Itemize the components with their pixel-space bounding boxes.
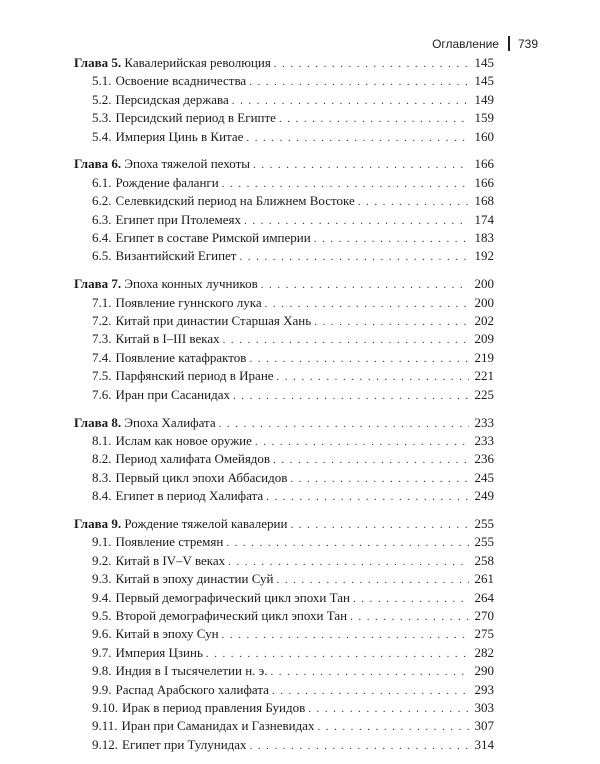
entry-text xyxy=(92,330,220,348)
toc-entry[interactable] xyxy=(74,662,494,680)
entry-text xyxy=(92,699,305,717)
entry-page-number: 303 xyxy=(474,699,494,715)
entry-text xyxy=(92,294,262,312)
dot-leader xyxy=(255,433,469,451)
dot-leader xyxy=(222,626,469,644)
entry-text xyxy=(92,533,223,551)
entry-page-number: 245 xyxy=(474,469,494,485)
chapter-block xyxy=(74,275,494,404)
dot-leader xyxy=(206,645,469,663)
chapter-title: Кавалерийская революция xyxy=(124,55,271,70)
entry-page-number: 293 xyxy=(474,681,494,697)
chapter-page-number: 145 xyxy=(474,55,494,70)
toc-entry[interactable] xyxy=(74,469,494,487)
entry-page-number: 258 xyxy=(474,552,494,568)
chapter-page-number: 200 xyxy=(474,276,494,292)
entry-title: Первый демографический цикл эпохи Тан xyxy=(115,589,350,605)
chapter-block xyxy=(74,155,494,265)
dot-leader xyxy=(233,387,469,405)
toc-entry[interactable] xyxy=(74,349,494,367)
entry-page-number: 225 xyxy=(474,386,494,402)
entry-text xyxy=(92,192,355,210)
entry-title: Появление катафрактов xyxy=(115,349,247,365)
entry-number: 6.5. xyxy=(92,248,112,264)
entry-title: Появление гуннского лука xyxy=(115,294,262,310)
dot-leader xyxy=(279,110,469,128)
entry-number: 9.2. xyxy=(92,552,112,568)
entry-text xyxy=(92,736,247,754)
entry-title: Появление стремян xyxy=(115,534,224,550)
toc-entry[interactable] xyxy=(74,570,494,588)
entry-number: 7.3. xyxy=(92,331,112,347)
entry-number: 9.10. xyxy=(92,699,118,715)
chapter-title-text xyxy=(74,515,287,533)
toc-entry[interactable] xyxy=(74,644,494,662)
entry-text xyxy=(92,367,274,385)
toc-entry[interactable] xyxy=(74,552,494,570)
dot-leader xyxy=(277,571,469,589)
toc-entry[interactable] xyxy=(74,128,494,146)
dot-leader xyxy=(232,92,469,110)
header-divider xyxy=(508,36,510,51)
toc-entry[interactable] xyxy=(74,533,494,551)
chapter-title: Эпоха тяжелой пехоты xyxy=(124,156,251,172)
entry-number: 9.11. xyxy=(92,718,118,734)
chapter-title: Эпоха Халифата xyxy=(124,414,216,430)
entry-number: 8.2. xyxy=(92,451,112,467)
entry-page-number: 236 xyxy=(474,451,494,467)
chapter-label: Глава 5. xyxy=(74,55,122,70)
toc-entry[interactable] xyxy=(74,312,494,330)
dot-leader xyxy=(317,718,469,736)
dot-leader xyxy=(358,193,469,211)
entry-number: 8.4. xyxy=(92,488,112,504)
entry-page-number: 261 xyxy=(474,571,494,587)
entry-number: 9.4. xyxy=(92,589,112,605)
entry-title: Китай в I–III веках xyxy=(115,331,220,347)
chapter-block xyxy=(74,414,494,506)
toc-entry[interactable] xyxy=(74,386,494,404)
entry-number: 6.3. xyxy=(92,211,112,227)
entry-text xyxy=(92,432,252,450)
entry-text xyxy=(92,625,219,643)
chapter-title-text xyxy=(74,414,216,432)
entry-page-number: 174 xyxy=(474,211,494,227)
entry-title: Первый цикл эпохи Аббасидов xyxy=(115,469,288,485)
entry-text xyxy=(92,72,246,90)
entry-page-number: 219 xyxy=(474,349,494,365)
chapter-page-number: 233 xyxy=(474,414,494,430)
entry-page-number: 264 xyxy=(474,589,494,605)
entry-title: Освоение всадничества xyxy=(115,73,247,89)
dot-leader xyxy=(266,488,469,506)
entry-text xyxy=(92,386,230,404)
dot-leader xyxy=(222,175,469,193)
entry-page-number: 183 xyxy=(474,230,494,246)
dot-leader xyxy=(226,534,469,552)
dot-leader xyxy=(272,682,469,700)
dot-leader xyxy=(239,248,469,266)
entry-number: 9.9. xyxy=(92,681,112,697)
entry-page-number: 149 xyxy=(474,91,494,107)
entry-title: Персидский период в Египте xyxy=(115,110,276,126)
entry-text xyxy=(92,644,203,662)
entry-text xyxy=(92,570,274,588)
entry-title: Ирак в период правления Буидов xyxy=(122,699,306,715)
dot-leader xyxy=(253,156,469,174)
toc-entry[interactable] xyxy=(74,91,494,109)
entry-text xyxy=(92,717,314,735)
dot-leader xyxy=(249,73,469,91)
entry-text xyxy=(92,681,269,699)
chapter-block xyxy=(74,54,494,146)
entry-text xyxy=(92,589,350,607)
entry-text xyxy=(92,607,347,625)
chapter-title: Эпоха конных лучников xyxy=(124,276,258,292)
toc-entry[interactable] xyxy=(74,699,494,717)
entry-page-number: 221 xyxy=(474,368,494,384)
entry-text xyxy=(92,211,241,229)
entry-title: Второй демографический цикл эпохи Тан xyxy=(115,607,348,623)
chapter-label: Глава 7. xyxy=(74,276,122,292)
entry-title: Византийский Египет xyxy=(115,248,237,264)
chapter-label: Глава 6. xyxy=(74,156,122,172)
toc-entry[interactable] xyxy=(74,174,494,192)
toc-entry[interactable] xyxy=(74,109,494,127)
entry-title: Египет в составе Римской империи xyxy=(115,230,311,246)
entry-title: Китай при династии Старшая Хань xyxy=(115,313,312,329)
entry-text xyxy=(92,469,287,487)
entry-page-number: 290 xyxy=(474,663,494,679)
entry-number: 6.4. xyxy=(92,230,112,246)
chapter-title-text xyxy=(74,155,250,173)
toc-entry[interactable] xyxy=(74,294,494,312)
entry-text xyxy=(92,662,267,680)
chapter-heading[interactable] xyxy=(74,515,494,533)
entry-text xyxy=(92,349,246,367)
toc-entry[interactable] xyxy=(74,432,494,450)
entry-text xyxy=(92,128,243,146)
chapter-block xyxy=(74,515,494,754)
chapter-label: Глава 9. xyxy=(74,515,122,531)
toc-entry[interactable] xyxy=(74,607,494,625)
entry-page-number: 160 xyxy=(474,128,494,144)
entry-page-number: 168 xyxy=(474,193,494,209)
entry-title: Рождение фаланги xyxy=(115,174,219,190)
dot-leader xyxy=(350,608,469,626)
toc-entry[interactable] xyxy=(74,625,494,643)
table-of-contents xyxy=(74,54,494,764)
dot-leader xyxy=(314,313,469,331)
dot-leader xyxy=(270,663,469,681)
entry-page-number: 255 xyxy=(474,534,494,550)
entry-title: Китай в IV–V веках xyxy=(115,552,226,568)
entry-title: Иран при Саманидах и Газневидах xyxy=(121,718,315,734)
chapter-heading[interactable] xyxy=(74,54,494,72)
header-section-title: Оглавление xyxy=(432,36,499,51)
entry-title: Китай в эпоху династии Суй xyxy=(115,571,274,587)
chapter-page-number: 166 xyxy=(474,156,494,172)
toc-entry[interactable] xyxy=(74,211,494,229)
dot-leader xyxy=(314,230,469,248)
running-header xyxy=(432,36,538,51)
entry-number: 9.6. xyxy=(92,626,112,642)
dot-leader xyxy=(261,276,469,294)
entry-text xyxy=(92,552,225,570)
entry-text xyxy=(92,450,270,468)
dot-leader xyxy=(250,737,469,755)
entry-title: Индия в I тысячелетии н. э. xyxy=(115,663,268,679)
entry-text xyxy=(92,487,263,505)
entry-page-number: 233 xyxy=(474,432,494,448)
entry-number: 7.5. xyxy=(92,368,112,384)
toc-entry[interactable] xyxy=(74,330,494,348)
dot-leader xyxy=(228,553,469,571)
entry-number: 5.1. xyxy=(92,73,112,89)
entry-number: 9.8. xyxy=(92,663,112,679)
entry-number: 9.1. xyxy=(92,534,112,550)
dot-leader xyxy=(308,700,469,718)
entry-number: 5.4. xyxy=(92,128,112,144)
dot-leader xyxy=(219,415,469,433)
entry-page-number: 307 xyxy=(474,718,494,734)
dot-leader xyxy=(246,129,469,147)
entry-number: 7.1. xyxy=(92,294,112,310)
entry-number: 5.3. xyxy=(92,110,112,126)
entry-text xyxy=(92,91,229,109)
entry-number: 6.1. xyxy=(92,174,112,190)
entry-number: 9.3. xyxy=(92,571,112,587)
entry-number: 9.5. xyxy=(92,607,112,623)
dot-leader xyxy=(223,331,469,349)
chapter-heading[interactable] xyxy=(74,275,494,293)
dot-leader xyxy=(273,451,469,469)
entry-text xyxy=(92,174,219,192)
entry-page-number: 249 xyxy=(474,488,494,504)
entry-title: Парфянский период в Иране xyxy=(115,368,274,384)
entry-text xyxy=(92,247,236,265)
entry-page-number: 192 xyxy=(474,248,494,264)
entry-title: Империя Цзинь xyxy=(115,644,203,660)
entry-title: Ислам как новое оружие xyxy=(115,432,252,448)
chapter-heading[interactable] xyxy=(74,155,494,173)
entry-number: 9.12. xyxy=(92,736,118,752)
entry-title: Период халифата Омейядов xyxy=(115,451,271,467)
entry-title: Египет при Птолемеях xyxy=(115,211,242,227)
chapter-title: Рождение тяжелой кавалерии xyxy=(124,515,288,531)
chapter-title-text xyxy=(74,54,271,72)
entry-number: 6.2. xyxy=(92,193,112,209)
toc-entry[interactable] xyxy=(74,192,494,210)
entry-number: 7.6. xyxy=(92,386,112,402)
entry-number: 9.7. xyxy=(92,644,112,660)
chapter-title-text xyxy=(74,275,258,293)
entry-page-number: 209 xyxy=(474,331,494,347)
dot-leader xyxy=(353,590,469,608)
chapter-heading[interactable] xyxy=(74,414,494,432)
entry-title: Империя Цинь в Китае xyxy=(115,128,244,144)
entry-page-number: 159 xyxy=(474,110,494,126)
toc-entry[interactable] xyxy=(74,367,494,385)
entry-page-number: 166 xyxy=(474,174,494,190)
entry-page-number: 200 xyxy=(474,294,494,310)
toc-entry[interactable] xyxy=(74,589,494,607)
entry-text xyxy=(92,312,311,330)
entry-page-number: 202 xyxy=(474,313,494,329)
entry-page-number: 275 xyxy=(474,626,494,642)
entry-text xyxy=(92,109,276,127)
dot-leader xyxy=(290,470,469,488)
entry-number: 5.2. xyxy=(92,91,112,107)
entry-page-number: 145 xyxy=(474,73,494,89)
entry-title: Распад Арабского халифата xyxy=(115,681,269,697)
toc-entry[interactable] xyxy=(74,681,494,699)
dot-leader xyxy=(274,55,469,73)
entry-number: 7.2. xyxy=(92,313,112,329)
toc-entry[interactable] xyxy=(74,736,494,754)
toc-entry[interactable] xyxy=(74,229,494,247)
toc-entry[interactable] xyxy=(74,450,494,468)
toc-entry[interactable] xyxy=(74,717,494,735)
toc-entry[interactable] xyxy=(74,247,494,265)
chapter-label: Глава 8. xyxy=(74,414,122,430)
entry-text xyxy=(92,229,311,247)
dot-leader xyxy=(290,516,469,534)
entry-title: Селевкидский период на Ближнем Востоке xyxy=(115,193,355,209)
toc-entry[interactable] xyxy=(74,72,494,90)
chapter-page-number: 255 xyxy=(474,515,494,531)
dot-leader xyxy=(249,350,469,368)
toc-entry[interactable] xyxy=(74,487,494,505)
entry-number: 8.1. xyxy=(92,432,112,448)
dot-leader xyxy=(265,295,469,313)
entry-title: Китай в эпоху Сун xyxy=(115,626,219,642)
entry-page-number: 282 xyxy=(474,644,494,660)
entry-page-number: 270 xyxy=(474,607,494,623)
entry-title: Египет при Тулунидах xyxy=(122,736,247,752)
header-page-number: 739 xyxy=(517,36,538,51)
dot-leader xyxy=(244,212,469,230)
entry-title: Египет в период Халифата xyxy=(115,488,264,504)
entry-title: Иран при Сасанидах xyxy=(115,386,230,402)
entry-number: 7.4. xyxy=(92,349,112,365)
entry-number: 8.3. xyxy=(92,469,112,485)
entry-page-number: 314 xyxy=(474,736,494,752)
dot-leader xyxy=(277,368,469,386)
entry-title: Персидская держава xyxy=(115,91,229,107)
